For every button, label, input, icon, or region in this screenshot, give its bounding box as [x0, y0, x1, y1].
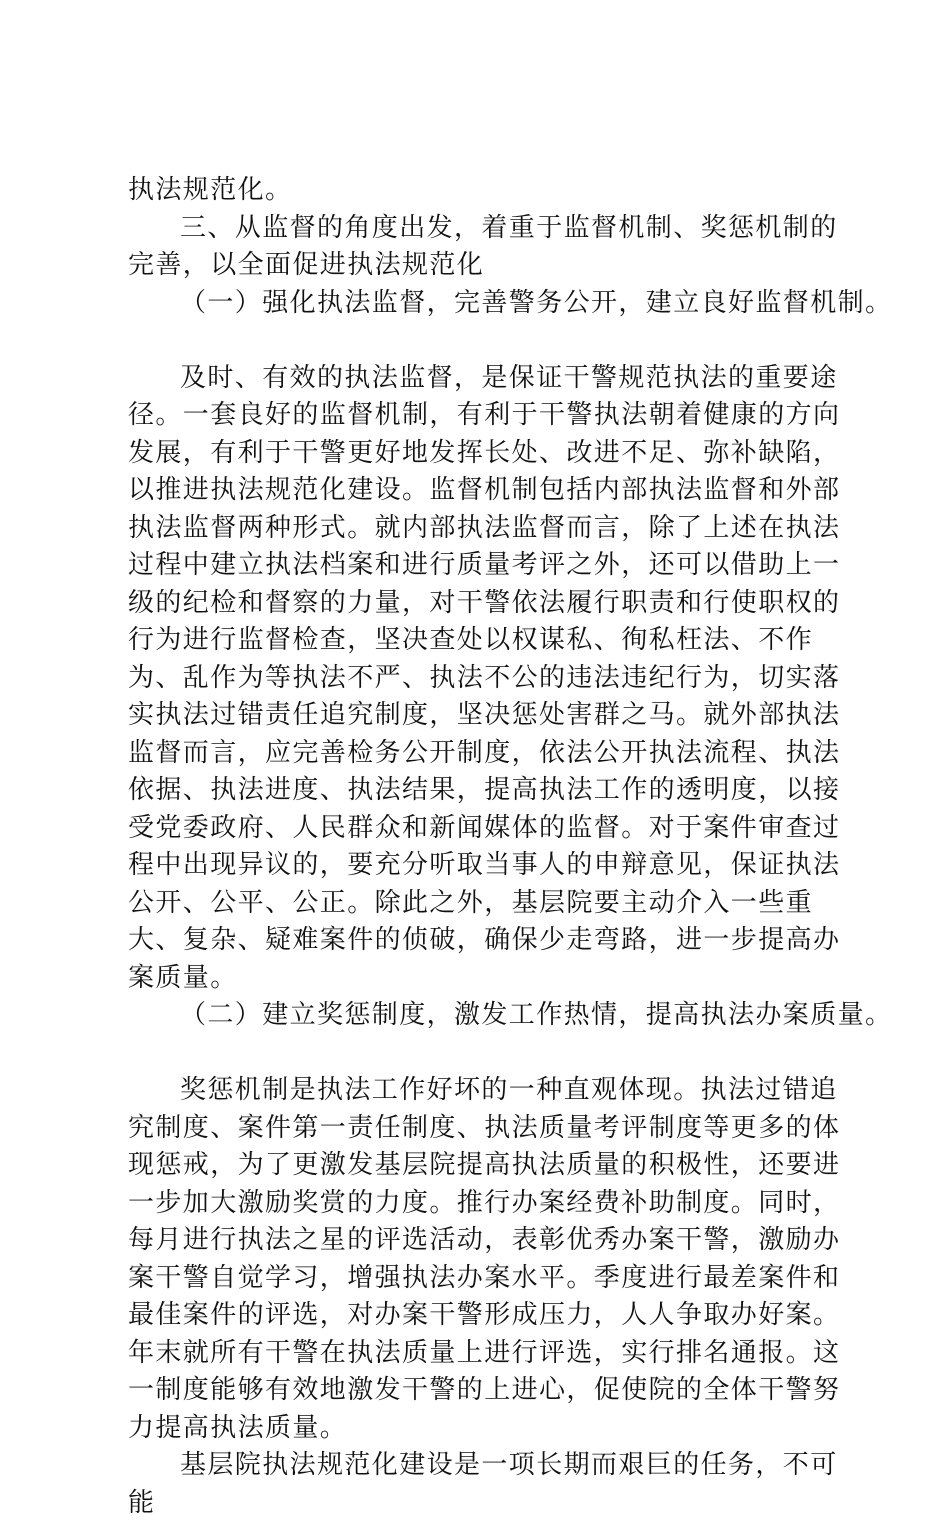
- section-heading: 三、从监督的角度出发，着重于监督机制、奖惩机制的完善，以全面促进执法规范化: [128, 212, 838, 280]
- continuation-text: 执法规范化。: [128, 175, 293, 205]
- subsection-heading-1: （一）强化执法监督，完善警务公开，建立良好监督机制。: [180, 287, 893, 318]
- body-paragraph-2: 奖惩机制是执法工作好坏的一种直观体现。执法过错追究制度、案件第一责任制度、执法质量考评制度等更多的体现惩戒，为了更激发基层院提高执法质量的积极性，还要进一步加大激励奖赏的力度。推行办案经费补助制度。同时，每月进行执法之星的评选活动，表彰优秀办案干警，激励办案干警自觉学习，增强执法办案水平。季度进行最差案件和最佳案件的评选，对办案干警形成压力，人人争取办好案。年末就所有干警在执法质量上进行评选，实行排名通报。这一制度能够有效地激发干警的上进心，促使院的全体干警努力提高执法质量。: [128, 1075, 841, 1443]
- body-paragraph-3: 基层院执法规范化建设是一项长期而艰巨的任务，不可能: [128, 1450, 838, 1518]
- subsection-heading-2: （二）建立奖惩制度，激发工作热情，提高执法办案质量。: [180, 1000, 893, 1030]
- body-paragraph-1: 及时、有效的执法监督，是保证干警规范执法的重要途径。一套良好的监督机制，有利于干警执法朝着健康的方向发展，有利于干警更好地发挥长处、改进不足、弥补缺陷，以推进执法规范化建设。监督机制包括内部执法监督和外部执法监督两种形式。就内部执法监督而言，除了上述在执法过程中建立执法档案和进行质量考评之外，还可以借助上一级的纪检和督察的力量，对干警依法履行职责和行使职权的行为进行监督检查，坚决查处以权谋私、徇私枉法、不作为、乱作为等执法不严、执法不公的违法违纪行为，切实落实执法过错责任追究制度，坚决惩处害群之马。就外部执法监督而言，应完善检务公开制度，依法公开执法流程、执法依据、执法进度、执法结果，提高执法工作的透明度，以接受党委政府、人民群众和新闻媒体的监督。对于案件审查过程中出现异议的，要充分听取当事人的申辩意见，保证执法公开、公平、公正。除此之外，基层院要主动介入一些重大、复杂、疑难案件的侦破，确保少走弯路，进一步提高办案质量。: [128, 362, 841, 993]
- document-body: [128, 172, 893, 1522]
